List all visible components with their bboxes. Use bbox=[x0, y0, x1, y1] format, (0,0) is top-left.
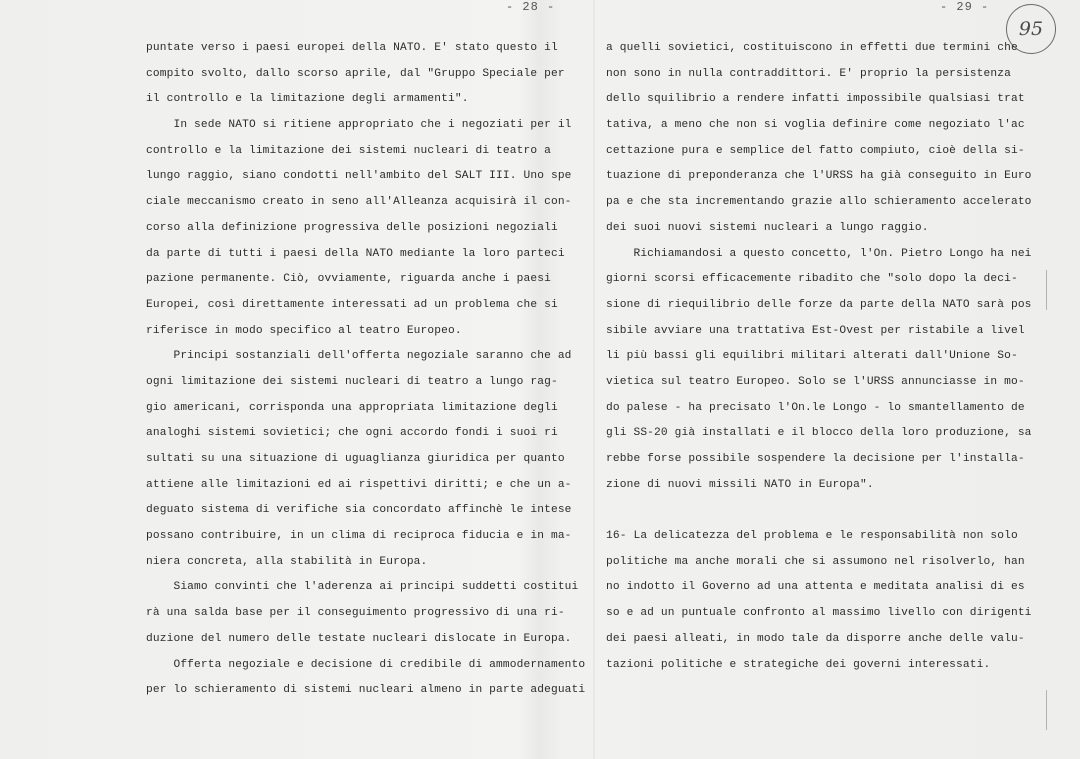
text-line: corso alla definizione progressiva delle posizioni negoziali bbox=[146, 221, 558, 234]
text-line: tativa, a meno che non si voglia definire come negoziato l'ac bbox=[606, 119, 1025, 132]
text-line: sione di riequilibrio delle forze da parte della NATO sarà pos bbox=[606, 298, 1032, 311]
text-line: per lo schieramento di sistemi nucleari almeno in parte adeguati bbox=[146, 684, 586, 697]
text-line: Siamo convinti che l'aderenza ai principi suddetti costitui bbox=[146, 581, 579, 594]
text-line: In sede NATO si ritiene appropriato che i negoziati per il bbox=[146, 119, 572, 132]
text-line: sultati su una situazione di uguaglianza giuridica per quanto bbox=[146, 453, 565, 465]
text-line: possano contribuire, in un clima di reciproca fiducia e in ma- bbox=[146, 530, 572, 543]
text-line: Offerta negoziale e decisione di credibile di ammodernamento bbox=[146, 658, 586, 671]
text-line: pa e che sta incrementando grazie allo schieramento accelerato bbox=[606, 196, 1032, 209]
left-page-text bbox=[146, 36, 586, 704]
text-line: ciale meccanismo creato in seno all'Alleanza acquisirà il con- bbox=[146, 196, 572, 209]
text-line: ogni limitazione dei sistemi nucleari di teatro a lungo rag- bbox=[146, 375, 558, 388]
text-line: duzione del numero delle testate nucleari dislocate in Europa. bbox=[146, 632, 572, 645]
text-line: dei suoi nuovi sistemi nucleari a lungo raggio. bbox=[606, 221, 929, 234]
text-line: rebbe forse possibile sospendere la decisione per l'installa- bbox=[606, 453, 1025, 465]
text-line: so e ad un puntuale confronto al massimo livello con dirigenti bbox=[606, 607, 1032, 620]
text-line: attiene alle limitazioni ed ai rispettivi diritti; e che un a- bbox=[146, 478, 572, 491]
text-line: rà una salda base per il conseguimento progressivo di una ri- bbox=[146, 607, 565, 620]
text-line: analoghi sistemi sovietici; che ogni accordo fondi i suoi ri bbox=[146, 427, 558, 440]
text-line: no indotto il Governo ad una attenta e meditata analisi di es bbox=[606, 581, 1025, 594]
text-line: tuazione di preponderanza che l'URSS ha già conseguito in Euro bbox=[606, 170, 1032, 183]
text-line: Richiamandosi a questo concetto, l'On. Pietro Longo ha nei bbox=[606, 247, 1032, 260]
text-line: lungo raggio, siano condotti nell'ambito del SALT III. Uno spe bbox=[146, 170, 572, 183]
text-line: politiche ma anche morali che si assumono nel risolverlo, han bbox=[606, 555, 1025, 568]
text-line: vietica sul teatro Europeo. Solo se l'URSS annunciasse in mo- bbox=[606, 375, 1025, 388]
page-crease bbox=[593, 0, 595, 759]
text-line: il controllo e la limitazione degli armamenti". bbox=[146, 93, 469, 106]
text-line: 16- La delicatezza del problema e le responsabilità non solo bbox=[606, 530, 1018, 543]
text-line: sibile avviare una trattativa Est-Ovest per ristabile a livel bbox=[606, 324, 1025, 337]
text-line: dello squilibrio a rendere infatti impossibile qualsiasi trat bbox=[606, 93, 1025, 106]
archive-stamp-number: 95 bbox=[1018, 18, 1044, 40]
text-line: non sono in nulla contraddittori. E' proprio la persistenza bbox=[606, 67, 1011, 80]
text-line: a quelli sovietici, costituiscono in effetti due termini che bbox=[606, 42, 1018, 54]
text-line: Europei, così direttamente interessati ad un problema che si bbox=[146, 298, 558, 311]
text-line: zione di nuovi missili NATO in Europa". bbox=[606, 478, 874, 491]
text-line: riferisce in modo specifico al teatro Europeo. bbox=[146, 324, 462, 337]
text-line: deguato sistema di verifiche sia concordato affinchè le intese bbox=[146, 504, 572, 517]
text-line: puntate verso i paesi europei della NATO. E' stato questo il bbox=[146, 42, 558, 54]
left-page-number: - 28 - bbox=[506, 0, 556, 14]
text-line: pazione permanente. Ciò, ovviamente, riguarda anche i paesi bbox=[146, 273, 551, 286]
text-line: compito svolto, dallo scorso aprile, dal "Gruppo Speciale per bbox=[146, 67, 565, 80]
text-line: do palese - ha precisato l'On.le Longo - lo smantellamento de bbox=[606, 401, 1025, 414]
text-line: da parte di tutti i paesi della NATO mediante la loro parteci bbox=[146, 247, 565, 260]
text-line: gio americani, corrisponda una appropriata limitazione degli bbox=[146, 401, 558, 414]
text-line: Principi sostanziali dell'offerta negoziale saranno che ad bbox=[146, 350, 572, 363]
text-line: li più bassi gli equilibri militari alterati dall'Unione So- bbox=[606, 350, 1018, 363]
text-line: giorni scorsi efficacemente ribadito che "solo dopo la deci- bbox=[606, 273, 1018, 286]
margin-mark bbox=[1046, 270, 1047, 310]
text-line: dei paesi alleati, in modo tale da disporre anche delle valu- bbox=[606, 632, 1025, 645]
paragraph-gap bbox=[606, 498, 1036, 524]
text-line: controllo e la limitazione dei sistemi nucleari di teatro a bbox=[146, 144, 551, 157]
right-page-text bbox=[606, 36, 1036, 678]
right-page-number: - 29 - bbox=[940, 0, 990, 14]
text-line: gli SS-20 già installati e il blocco della loro produzione, sa bbox=[606, 427, 1032, 440]
margin-mark bbox=[1046, 690, 1047, 730]
text-line: niera concreta, alla stabilità in Europa. bbox=[146, 555, 428, 568]
text-line: cettazione pura e semplice del fatto compiuto, cioè della si- bbox=[606, 144, 1025, 157]
text-line: tazioni politiche e strategiche dei governi interessati. bbox=[606, 658, 991, 671]
